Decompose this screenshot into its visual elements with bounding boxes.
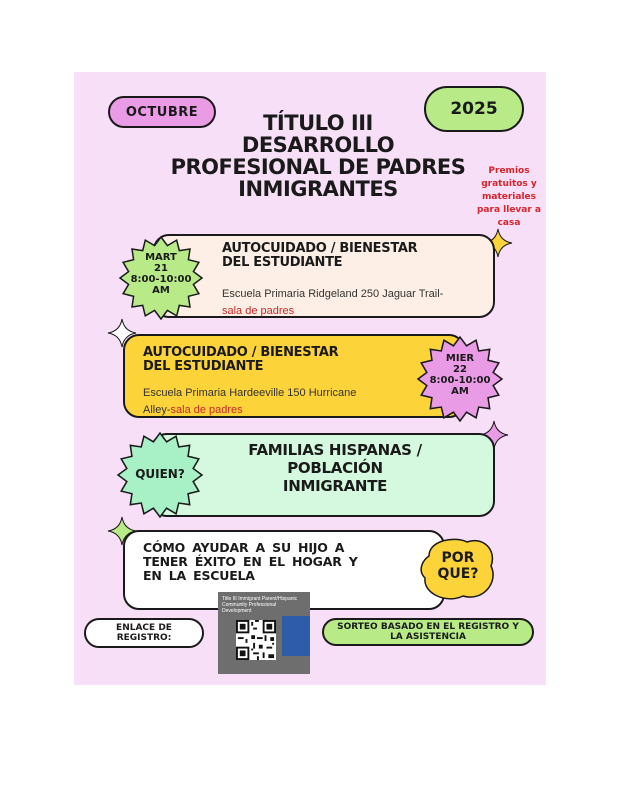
who-line: INMIGRANTE <box>282 477 388 495</box>
qr-caption: Title III Immigrant Parent/Hispanic Community Professional Development <box>222 596 298 614</box>
qr-code-icon[interactable] <box>236 620 276 660</box>
raffle-line: SORTEO BASADO EN EL REGISTRO Y <box>337 622 519 632</box>
room-label: sala de padres <box>222 305 295 317</box>
registration-pill <box>84 618 204 648</box>
prizes-line: materiales <box>482 192 536 202</box>
session-2-date-badge <box>417 353 503 397</box>
title-line: INMIGRANTES <box>238 177 398 201</box>
prizes-line: gratuitos y <box>481 179 537 189</box>
who-badge: QUIEN? <box>135 467 185 481</box>
title-line: DESARROLLO <box>241 133 395 157</box>
qr-pattern <box>236 620 276 660</box>
badge-line: 8:00-10:00 <box>130 274 192 285</box>
address-line: Escuela Primaria Ridgeland 250 Jaguar Trail- <box>222 288 444 300</box>
session-2-title <box>143 346 338 374</box>
session-1-date-badge <box>119 252 203 296</box>
address-line: Alley- <box>143 404 171 416</box>
prizes-line: casa <box>497 218 521 228</box>
month-label: OCTUBRE <box>125 104 199 120</box>
prizes-line: para llevar a <box>476 205 542 215</box>
session-title-line: DEL ESTUDIANTE <box>222 255 343 270</box>
who-text <box>205 441 465 495</box>
why-text <box>143 541 403 583</box>
badge-line: AM <box>152 285 170 296</box>
badge-line: 8:00-10:00 <box>429 375 491 386</box>
why-line: EN LA ESCUELA <box>143 568 255 583</box>
session-title-line: AUTOCUIDADO / BIENESTAR <box>222 241 418 256</box>
badge-line: MIER <box>445 353 475 364</box>
why-line: CÓMO AYUDAR A SU HIJO A <box>143 540 345 555</box>
qr-accent <box>282 616 310 656</box>
qr-code-panel[interactable] <box>218 592 310 674</box>
registration-line: REGISTRO: <box>116 633 172 643</box>
session-2-address <box>143 385 403 419</box>
badge-line: POR <box>441 550 475 566</box>
badge-line: 21 <box>154 263 168 274</box>
registration-line: ENLACE DE <box>116 623 172 633</box>
why-badge <box>419 550 497 582</box>
page-title <box>130 112 506 200</box>
badge-line: AM <box>451 386 469 397</box>
session-1-title <box>222 242 417 270</box>
prizes-line: Premios <box>488 166 530 176</box>
room-label: sala de padres <box>170 404 243 416</box>
session-title-line: DEL ESTUDIANTE <box>143 359 264 374</box>
raffle-line: LA ASISTENCIA <box>390 632 466 642</box>
badge-line: MART <box>145 252 177 263</box>
who-line: POBLACIÓN <box>287 459 383 477</box>
title-line: PROFESIONAL DE PADRES <box>170 155 466 179</box>
year-label: 2025 <box>450 99 498 119</box>
session-title-line: AUTOCUIDADO / BIENESTAR <box>143 345 339 360</box>
prizes-note <box>474 165 544 230</box>
badge-line: 22 <box>453 364 467 375</box>
who-line: FAMILIAS HISPANAS / <box>248 441 422 459</box>
raffle-pill <box>322 618 534 646</box>
title-line: TÍTULO III <box>263 111 373 135</box>
badge-line: QUE? <box>437 566 479 582</box>
address-line: Escuela Primaria Hardeeville 150 Hurricane <box>143 387 357 399</box>
why-line: TENER ÉXITO EN EL HOGAR Y <box>143 554 358 569</box>
session-1-address <box>222 286 482 320</box>
